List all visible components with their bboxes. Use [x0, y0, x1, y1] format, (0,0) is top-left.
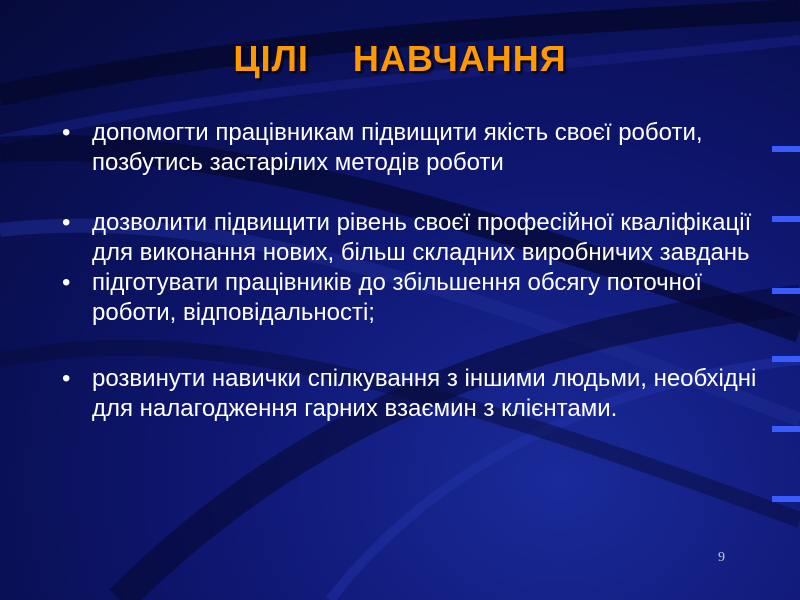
- bullet-item: • допомогти працівникам підвищити якість своєї роботи, позбутись застарілих методів роботи: [60, 118, 760, 178]
- accent-dash: [772, 288, 800, 294]
- bullet-item: • дозволити підвищити рівень своєї професійної кваліфікації для виконання нових, більш складних виробничих завдань: [60, 208, 760, 268]
- accent-dash: [772, 356, 800, 362]
- accent-dash: [772, 426, 800, 432]
- bullet-item: • розвинути навички спілкування з іншими людьми, необхідні для налагодження гарних взаємин з клієнтами.: [60, 364, 760, 424]
- bullet-list: [60, 118, 760, 424]
- accent-dash: [772, 146, 800, 152]
- bullet-item: • підготувати працівників до збільшення обсягу поточної роботи, відповідальності;: [60, 268, 760, 328]
- accent-dash: [772, 216, 800, 222]
- accent-dash: [772, 496, 800, 502]
- slide-title: ЦІЛІ НАВЧАННЯ: [233, 38, 567, 79]
- page-number: 9: [718, 550, 725, 565]
